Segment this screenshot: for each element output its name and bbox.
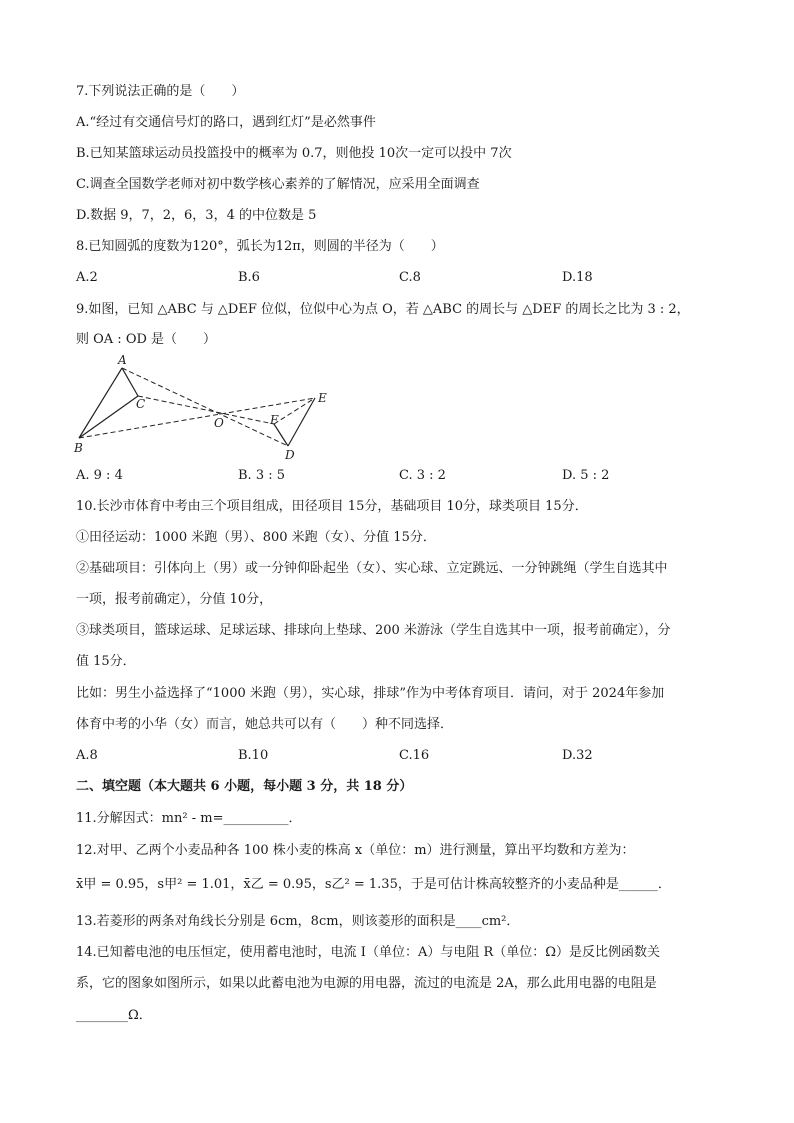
label-o: O [214,416,224,430]
q11-text: 11.分解因式：mn² - m=__________． [76,811,302,826]
q12-line2: x̄甲 = 0.95，s甲² = 1.01，x̄乙 = 0.95，s乙² = 1.35，于是可估计株高较整齐的小麦品种是______． [76,877,671,892]
q9-stem-line2: 则 OA : OD 是（ ） [76,332,217,347]
q9-option-c: C. 3 : 2 [399,468,446,483]
section-heading: 二、填空题（本大题共 6 小题，每小题 3 分，共 18 分） [76,779,413,794]
q8-option-b: B.6 [238,270,260,285]
segment-bc [79,396,138,438]
q10-option-c: C.16 [399,748,430,763]
q7-option-c: C.调查全国数学老师对初中数学核心素养的了解情况，应采用全面调查 [76,177,480,192]
segment-ed [288,398,315,446]
q9-option-d: D. 5 : 2 [562,468,610,483]
q10-line6: 值 15分． [76,654,136,669]
label-f: F [270,413,279,427]
q13-text: 13.若菱形的两条对角线长分别是 6cm，8cm，则该菱形的面积是____cm²． [76,914,520,929]
segment-fd [274,424,288,446]
segment-ab [79,368,122,438]
q10-line1: 10.长沙市体育中考由三个项目组成，田径项目 15分，基础项目 10分，球类项目 15分． [76,499,588,514]
homothety-figure [72,352,342,462]
q7-option-a: A.“经过有交通信号灯的路口，遇到红灯”是必然事件 [76,115,376,130]
label-d: D [285,448,295,462]
q7-option-b: B.已知某篮球运动员投篮投中的概率为 0.7，则他投 10次一定可以投中 7次 [76,146,512,161]
q8-option-c: C.8 [399,270,421,285]
q10-line5: ③球类项目，篮球运球、足球运球、排球向上垫球、200 米游泳（学生自选其中一项，报考前确定），分 [76,623,671,638]
q9-option-a: A. 9 : 4 [76,468,123,483]
q10-line8: 体育中考的小华（女）而言，她总共可以有（ ）种不同选择． [76,717,454,732]
q10-line2: ①田径运动：1000 米跑（男）、800 米跑（女）、分值 15分． [76,530,436,545]
q14-line2: 系，它的图象如图所示，如果以此蓄电池为电源的用电器，流过的电流是 2A，那么此用电器的电阻是 [76,976,657,991]
q8-stem: 8.已知圆弧的度数为120°，弧长为12π，则圆的半径为（ ） [76,239,444,254]
q9-option-b: B. 3 : 5 [238,468,286,483]
q10-option-b: B.10 [238,748,269,763]
q14-line1: 14.已知蓄电池的电压恒定，使用蓄电池时，电流 I（单位：A）与电阻 R（单位：Ω）是反比例函数关 [76,945,661,960]
q9-stem-line1: 9.如图，已知 △ABC 与 △DEF 位似，位似中心为点 O，若 △ABC 的周长与 △DEF 的周长之比为 3 : 2， [76,302,690,317]
label-e: E [318,391,327,405]
label-a: A [118,353,127,367]
q8-option-a: A.2 [76,270,98,285]
q10-option-d: D.32 [562,748,593,763]
q12-line1: 12.对甲、乙两个小麦品种各 100 株小麦的株高 x（单位：m）进行测量，算出平均数和方差为： [76,843,635,858]
label-c: C [136,397,146,411]
q10-option-a: A.8 [76,748,98,763]
q10-line7: 比如：男生小益选择了“1000 米跑（男），实心球，排球”作为中考体育项目．请问，对于 2024年参加 [76,686,665,701]
q7-stem: 7.下列说法正确的是（ ） [76,84,245,99]
q7-option-d: D.数据 9，7，2，6，3，4 的中位数是 5 [76,208,317,223]
q10-line3: ②基础项目：引体向上（男）或一分钟仰卧起坐（女）、实心球、立定跳远、一分钟跳绳（学生自选其中 [76,561,668,576]
dashed-line-cf [138,396,274,424]
q8-option-d: D.18 [562,270,593,285]
q10-line4: 一项，报考前确定），分值 10分， [76,592,273,607]
q14-line3: ________Ω． [76,1008,152,1023]
label-b: B [74,441,83,455]
